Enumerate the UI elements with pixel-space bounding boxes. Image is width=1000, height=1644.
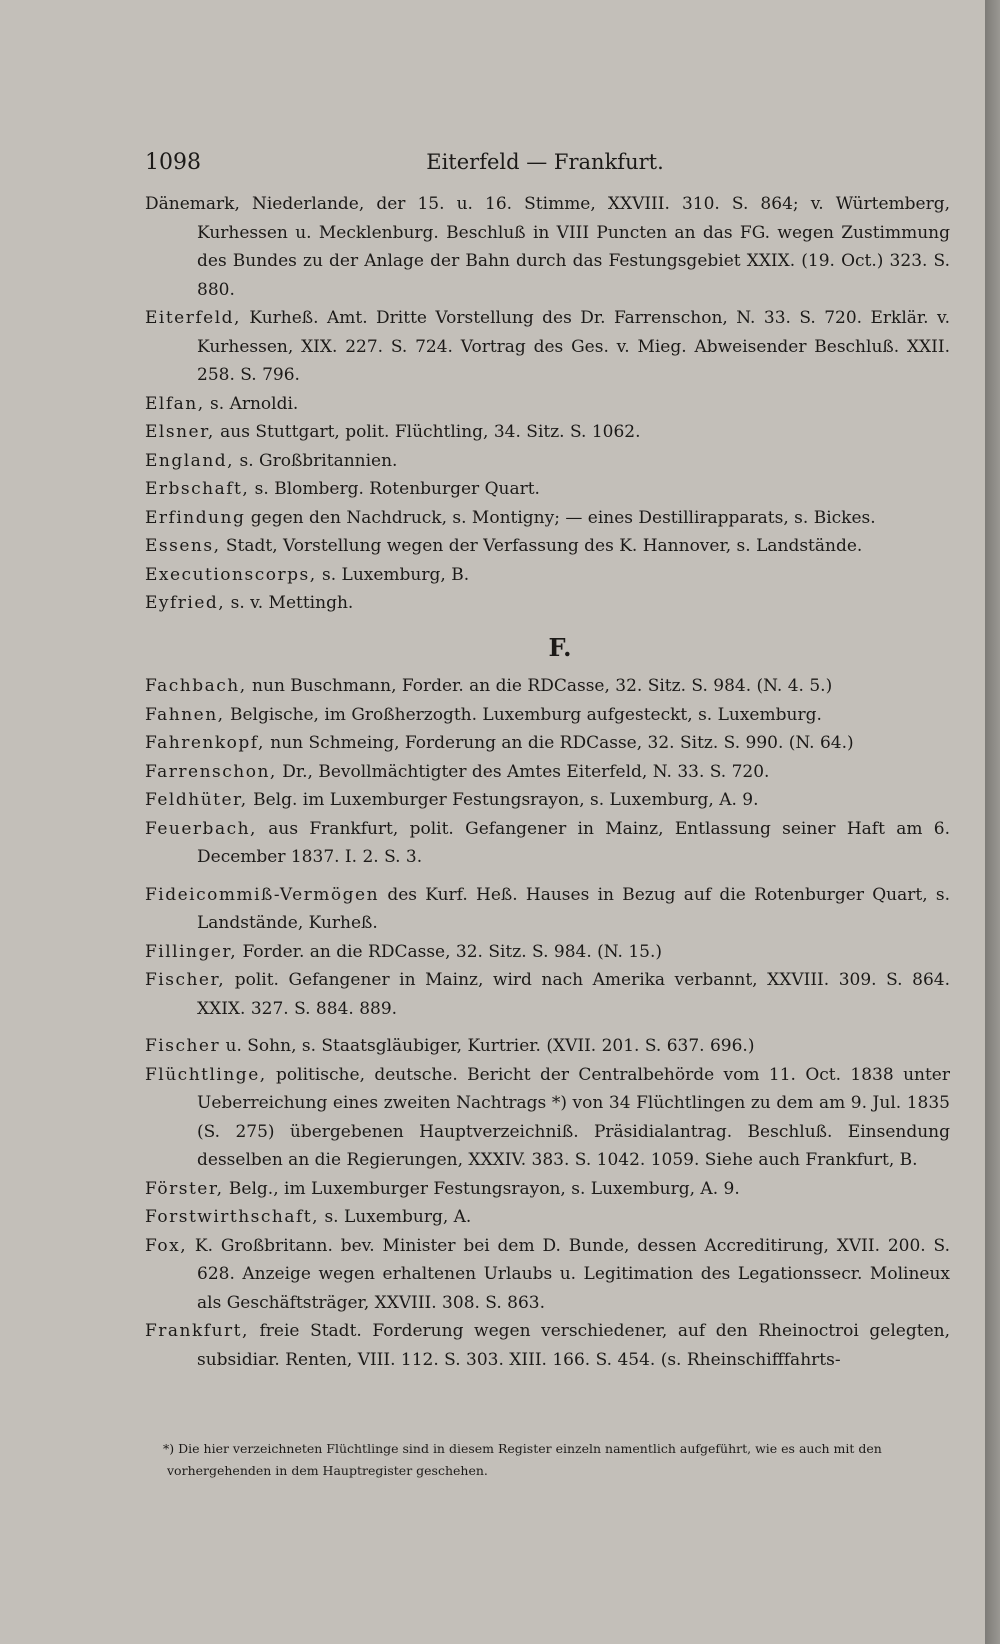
- register-entry: [145, 1032, 950, 1061]
- register-entry: [145, 729, 950, 758]
- entry-headword: Eyfried,: [145, 593, 226, 613]
- register-entry: [145, 504, 950, 533]
- entry-headword: Erfindung: [145, 507, 246, 528]
- entry-headword: Fox,: [145, 1235, 188, 1256]
- entry-text: des Kurf. Heß. Hauses in Bezug auf die Rotenburger Quart, s. Landstände, Kurheß.: [197, 884, 950, 933]
- entry-text: freie Stadt. Forderung wegen verschiedener, auf den Rheinoctroi gelegten, subsidiar. Renten, VIII. 112. S. 303. XIII. 166. S. 454. (s. Rheinschifffahrts-: [197, 1321, 950, 1370]
- register-entry: [145, 1232, 950, 1318]
- register-entry: [145, 390, 950, 419]
- entry-text: politische, deutsche. Bericht der Centralbehörde vom 11. Oct. 1838 unter Ueberreichung eines zweiten Nachtrags *) von 34 Flüchtlingen zu dem am 9. Jul. 1835 (S. 275) übergebenen Hauptverzeichniß. Präsidialantrag. Beschluß. Einsendung desselben an die Regierungen, XXXIV. 383. S. 1042. 1059. Siehe auch Frankfurt, B.: [197, 1064, 950, 1170]
- entry-text: K. Großbritann. bev. Minister bei dem D. Bunde, dessen Accreditirung, XVII. 200. S. 628. Anzeige wegen erhaltenen Urlaubs u. Legitimation des Legationssecr. Molineux als Geschäftsträger, XXVIII. 308. S. 863.: [187, 1235, 950, 1313]
- entry-text: polit. Gefangener in Mainz, wird nach Amerika verbannt, XXVIII. 309. S. 864. XXIX. 327. S. 884. 889.: [197, 970, 950, 1019]
- entry-text: s. Großbritannien.: [234, 450, 398, 471]
- entry-text: s. Blomberg. Rotenburger Quart.: [249, 479, 540, 499]
- register-entry: [145, 447, 950, 476]
- register-entry: [145, 815, 950, 872]
- entry-headword: Eiterfeld,: [145, 308, 241, 328]
- entry-headword: Feldhüter,: [145, 790, 248, 810]
- entry-headword: England,: [145, 450, 235, 471]
- page-edge-shadow: [985, 0, 1000, 1644]
- entry-headword: Executionscorps,: [145, 564, 317, 585]
- entry-headword: Elsner,: [145, 422, 215, 442]
- register-entry: [145, 701, 950, 730]
- entry-text: Forder. an die RDCasse, 32. Sitz. S. 984. (N. 15.): [237, 941, 663, 962]
- entries-section-e: [145, 190, 950, 618]
- entry-text: Dänemark, Niederlande, der 15. u. 16. Stimme, XXVIII. 310. S. 864; v. Würtemberg, Kurhessen u. Mecklenburg. Beschluß in VIII Puncten an das FG. wegen Zustimmung des Bundes zu der Anlage der Bahn durch das Festungsgebiet XXIX. (19. Oct.) 323. S. 880.: [145, 194, 950, 300]
- register-entry: [145, 1203, 950, 1232]
- entry-headword: Fillinger,: [145, 941, 238, 962]
- footnote: [145, 1438, 972, 1482]
- entry-headword: Erbschaft,: [145, 479, 250, 499]
- page-header: [145, 150, 945, 184]
- entry-text: Belgische, im Großherzogth. Luxemburg aufgesteckt, s. Luxemburg.: [224, 704, 822, 725]
- entry-text: s. v. Mettingh.: [225, 593, 354, 613]
- register-entry: [145, 418, 950, 447]
- register-entry: [145, 938, 950, 967]
- entry-headword: Feuerbach,: [145, 818, 257, 839]
- register-entry: [145, 966, 950, 1023]
- entry-headword: Elfan,: [145, 393, 205, 414]
- entries-section-f: [145, 672, 950, 1374]
- entry-headword: Fischer,: [145, 970, 226, 990]
- entry-headword: Förster,: [145, 1178, 224, 1199]
- entry-text: u. Sohn, s. Staatsgläubiger, Kurtrier. (XVII. 201. S. 637. 696.): [220, 1036, 755, 1056]
- entry-text: Stadt, Vorstellung wegen der Verfassung des K. Hannover, s. Landstände.: [220, 536, 863, 556]
- entry-text: gegen den Nachdruck, s. Montigny; — eines Destillirapparats, s. Bickes.: [245, 507, 876, 528]
- register-entry: [145, 786, 950, 815]
- entry-text: s. Arnoldi.: [204, 393, 299, 414]
- entry-text: aus Stuttgart, polit. Flüchtling, 34. Sitz. S. 1062.: [214, 422, 641, 442]
- register-entry: [145, 1175, 950, 1204]
- footnote-mark: *): [163, 1441, 175, 1456]
- entry-headword: Fahnen,: [145, 704, 225, 725]
- register-entry: [145, 561, 950, 590]
- register-entry: [145, 190, 950, 304]
- page-number: 1098: [145, 150, 201, 175]
- entry-text: Kurheß. Amt. Dritte Vorstellung des Dr. Farrenschon, N. 33. S. 720. Erklär. v. Kurhessen, XIX. 227. S. 724. Vortrag des Ges. v. Mieg. Abweisender Beschluß. XXII. 258. S. 796.: [197, 308, 950, 385]
- register-entry: [145, 1317, 950, 1374]
- entry-text: Belg., im Luxemburger Festungsrayon, s. Luxemburg, A. 9.: [223, 1178, 740, 1199]
- entry-text: Belg. im Luxemburger Festungsrayon, s. Luxemburg, A. 9.: [247, 790, 759, 810]
- running-title: Eiterfeld — Frankfurt.: [426, 150, 664, 174]
- entry-text: s. Luxemburg, B.: [316, 564, 470, 585]
- entry-text: nun Schmeing, Forderung an die RDCasse, 32. Sitz. S. 990. (N. 64.): [264, 733, 854, 753]
- entry-headword: Frankfurt,: [145, 1321, 249, 1341]
- entry-text: nun Buschmann, Forder. an die RDCasse, 32. Sitz. S. 984. (N. 4. 5.): [246, 676, 833, 696]
- entry-headword: Fideicommiß-Vermögen: [145, 884, 380, 905]
- entry-headword: Essens,: [145, 536, 221, 556]
- register-entries: [145, 190, 950, 1374]
- register-entry: [145, 475, 950, 504]
- register-entry: [145, 589, 950, 618]
- entry-text: s. Luxemburg, A.: [319, 1207, 472, 1227]
- entry-headword: Fischer: [145, 1036, 221, 1056]
- register-entry: [145, 672, 950, 701]
- entry-headword: Fahrenkopf,: [145, 733, 265, 753]
- entry-headword: Forstwirthschaft,: [145, 1207, 320, 1227]
- entry-headword: Flüchtlinge,: [145, 1064, 267, 1085]
- entry-text: Dr., Bevollmächtigter des Amtes Eiterfeld, N. 33. S. 720.: [276, 761, 770, 782]
- entry-headword: Fachbach,: [145, 676, 247, 696]
- register-entry: [145, 304, 950, 390]
- footnote-text: Die hier verzeichneten Flüchtlinge sind in diesem Register einzeln namentlich aufgeführt, wie es auch mit den vorhergehenden in dem Hauptregister geschehen.: [167, 1441, 882, 1478]
- section-letter: F.: [548, 632, 572, 662]
- register-entry: [145, 1061, 950, 1175]
- register-entry: [145, 532, 950, 561]
- entry-text: aus Frankfurt, polit. Gefangener in Mainz, Entlassung seiner Haft am 6. December 1837. I. 2. S. 3.: [197, 818, 950, 867]
- register-entry: [145, 758, 950, 787]
- register-entry: [145, 881, 950, 938]
- entry-headword: Farrenschon,: [145, 761, 277, 782]
